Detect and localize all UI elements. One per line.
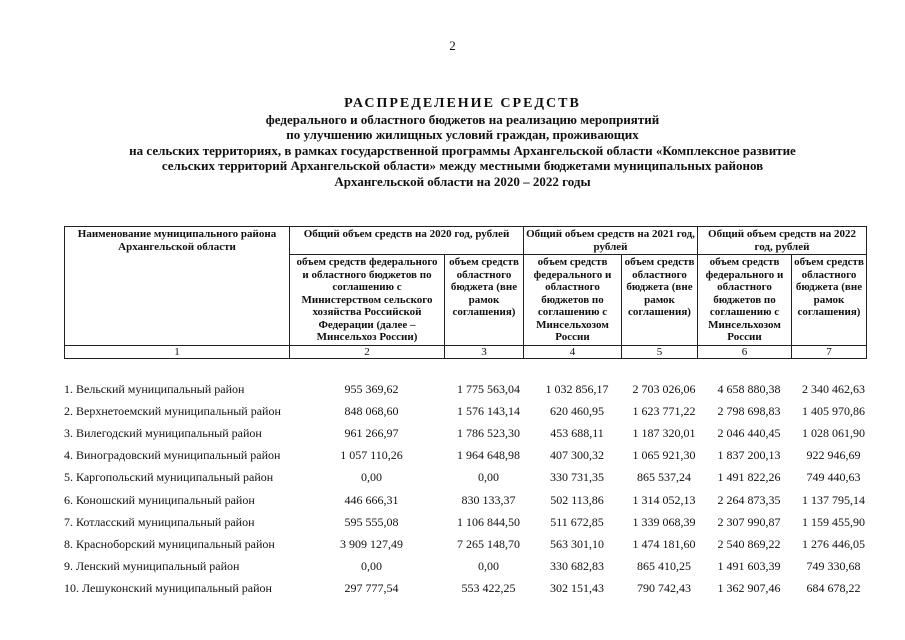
amount-cell: 1 775 563,04 (457, 381, 520, 396)
district-name: 2. Верхнетоемский муниципальный район (64, 403, 281, 418)
amount-cell: 830 133,37 (461, 492, 516, 507)
amount-cell: 1 405 970,86 (802, 403, 865, 418)
amount-cell: 0,00 (478, 559, 499, 574)
amount-cell: 0,00 (478, 470, 499, 485)
amount-cell: 563 301,10 (550, 536, 604, 551)
header-sub-column: объем средств областного бюджета (вне рамок соглашения) (622, 255, 698, 346)
table-row (62, 511, 871, 533)
amount-cell: 2 703 026,06 (632, 381, 696, 396)
amount-cell: 330 731,35 (550, 470, 604, 485)
amount-cell: 1 491 822,26 (717, 470, 781, 485)
table-row (62, 467, 871, 489)
column-number: 6 (698, 345, 792, 358)
amount-cell: 1 576 143,14 (457, 403, 520, 418)
amount-cell: 1 786 523,30 (457, 425, 520, 440)
amount-cell: 1 837 200,13 (717, 448, 781, 463)
title-line: федерального и областного бюджетов на реализацию мероприятий (265, 111, 660, 127)
amount-cell: 297 777,54 (344, 581, 399, 596)
amount-cell: 790 742,43 (637, 581, 691, 596)
amount-cell: 961 266,97 (344, 425, 399, 440)
amount-cell: 453 688,11 (550, 425, 604, 440)
amount-cell: 1 187 320,01 (632, 425, 696, 440)
amount-cell: 922 946,69 (806, 448, 861, 463)
amount-cell: 749 330,68 (806, 559, 861, 574)
table-row (62, 489, 871, 511)
header-year-2022: Общий объем средств на 2022 год, рублей (698, 227, 867, 255)
amount-cell: 1 314 052,13 (632, 492, 696, 507)
amount-cell: 4 658 880,38 (717, 381, 781, 396)
title-line: на сельских территориях, в рамках государственной программы Архангельской области «Комплексное развитие (129, 142, 796, 158)
header-sub-column: объем средств федерального и областного бюджетов по соглашению с Министерством сельского хозяйства Российской Федерации (далее – Минсельхоз России) (290, 255, 445, 346)
title-main: РАСПРЕДЕЛЕНИЕ СРЕДСТВ (344, 96, 581, 111)
amount-cell: 1 491 603,39 (717, 559, 781, 574)
column-number: 4 (524, 345, 622, 358)
table-row (62, 533, 871, 555)
amount-cell: 1 964 648,98 (457, 448, 520, 463)
amount-cell: 7 265 148,70 (457, 536, 520, 551)
amount-cell: 1 106 844,50 (457, 514, 520, 529)
amount-cell: 3 909 127,49 (340, 536, 403, 551)
amount-cell: 955 369,62 (344, 381, 399, 396)
amount-cell: 684 678,22 (806, 581, 861, 596)
amount-cell: 553 422,25 (461, 581, 516, 596)
amount-cell: 1 057 110,26 (340, 448, 403, 463)
district-name: 5. Каргопольский муниципальный район (64, 470, 274, 485)
amount-cell: 446 666,31 (344, 492, 399, 507)
header-sub-column: объем средств областного бюджета (вне рамок соглашения) (792, 255, 867, 346)
amount-cell: 620 460,95 (550, 403, 604, 418)
column-number: 5 (622, 345, 698, 358)
amount-cell: 1 276 446,05 (802, 536, 865, 551)
amount-cell: 865 410,25 (637, 559, 691, 574)
column-number: 3 (445, 345, 524, 358)
header-district-name: Наименование муниципального района Архангельской области (65, 227, 290, 346)
table-row (62, 422, 871, 444)
title-line: сельских территорий Архангельской области» между местными бюджетами муниципальных районов (161, 158, 764, 173)
amount-cell: 511 672,85 (550, 514, 604, 529)
header-year-2021: Общий объем средств на 2021 год, рублей (524, 227, 698, 255)
amount-cell: 1 065 921,30 (632, 448, 696, 463)
table-row (62, 400, 871, 422)
amount-cell: 1 623 771,22 (632, 403, 696, 418)
title-line: по улучшению жилищных условий граждан, проживающих (286, 127, 639, 142)
table-row (62, 556, 871, 578)
amount-cell: 865 537,24 (637, 470, 691, 485)
district-name: 4. Виноградовский муниципальный район (64, 448, 281, 463)
amount-cell: 1 032 856,17 (545, 381, 609, 396)
column-number: 1 (65, 345, 290, 358)
table-row (62, 578, 871, 600)
table-row (62, 445, 871, 467)
amount-cell: 1 159 455,90 (802, 514, 865, 529)
amount-cell: 1 137 795,14 (802, 492, 865, 507)
header-year-2020: Общий объем средств на 2020 год, рублей (290, 227, 524, 255)
title-line: Архангельской области на 2020 – 2022 годы (334, 173, 591, 189)
district-name: 7. Котласский муниципальный район (64, 514, 255, 529)
amount-cell: 848 068,60 (344, 403, 399, 418)
amount-cell: 2 046 440,45 (717, 425, 781, 440)
amount-cell: 2 264 873,35 (717, 492, 781, 507)
column-number: 7 (792, 345, 867, 358)
district-name: 3. Вилегодский муниципальный район (64, 425, 262, 440)
amount-cell: 749 440,63 (806, 470, 861, 485)
header-sub-column: объем средств федерального и областного бюджетов по соглашению с Минсельхозом России (524, 255, 622, 346)
amount-cell: 595 555,08 (344, 514, 399, 529)
header-sub-column: объем средств федерального и областного бюджетов по соглашению с Минсельхозом России (698, 255, 792, 346)
amount-cell: 1 339 068,39 (632, 514, 696, 529)
amount-cell: 407 300,32 (550, 448, 604, 463)
amount-cell: 1 028 061,90 (802, 425, 865, 440)
amount-cell: 0,00 (361, 470, 382, 485)
amount-cell: 2 307 990,87 (717, 514, 781, 529)
amount-cell: 0,00 (361, 559, 382, 574)
amount-cell: 502 113,86 (550, 492, 604, 507)
district-name: 9. Ленский муниципальный район (64, 559, 240, 574)
header-sub-column: объем средств областного бюджета (вне рамок соглашения) (445, 255, 524, 346)
amount-cell: 2 798 698,83 (717, 403, 781, 418)
district-name: 8. Красноборский муниципальный район (64, 536, 275, 551)
amount-cell: 330 682,83 (550, 559, 604, 574)
distribution-table-body (62, 378, 871, 600)
amount-cell: 1 362 907,46 (717, 581, 781, 596)
distribution-table-header (64, 226, 867, 359)
page-number: 2 (449, 38, 456, 53)
amount-cell: 302 151,43 (550, 581, 604, 596)
amount-cell: 2 540 869,22 (717, 536, 781, 551)
document-title (40, 96, 885, 189)
table-row (62, 378, 871, 400)
column-number: 2 (290, 345, 445, 358)
district-name: 10. Лешуконский муниципальный район (64, 581, 272, 596)
amount-cell: 2 340 462,63 (802, 381, 865, 396)
district-name: 6. Коношский муниципальный район (64, 492, 255, 507)
amount-cell: 1 474 181,60 (632, 536, 696, 551)
district-name: 1. Вельский муниципальный район (64, 381, 245, 396)
